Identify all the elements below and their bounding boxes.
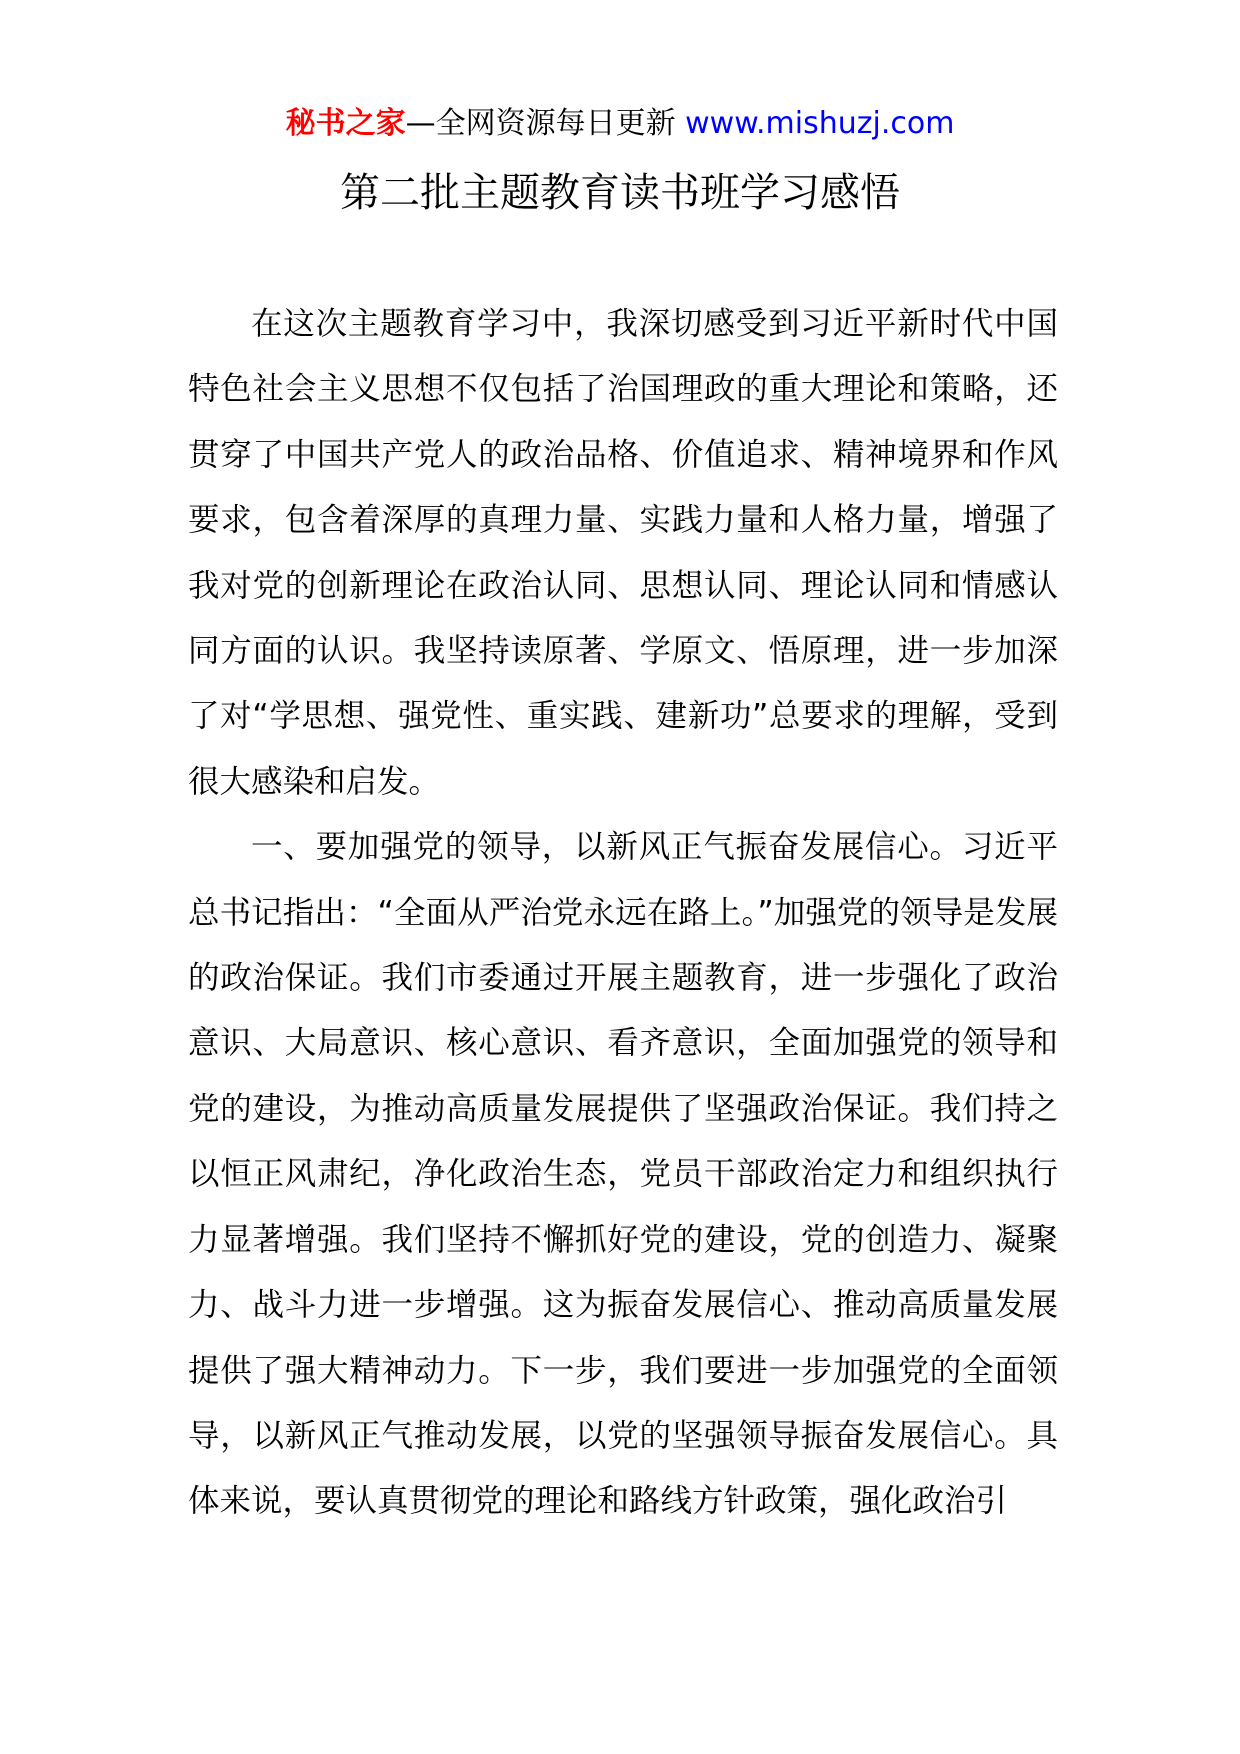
section-heading: 一、要加强党的领导，以新风正气振奋发展信心。 (251, 829, 962, 866)
site-brand: 秘书之家 (285, 106, 406, 141)
site-banner (0, 102, 1240, 146)
paragraph-text: 习近平总书记指出：“全面从严治党永远在路上。”加强党的领导是发展的政治保证。我们市委通过开展主题教育，进一步强化了政治意识、大局意识、核心意识、看齐意识，全面加强党的领导和党的建设，为推动高质量发展提供了坚强政治保证。我们持之以恒正风肃纪，净化政治生态，党员干部政治定力和组织执行力显著增强。我们坚持不懈抓好党的建设，党的创造力、凝聚力、战斗力进一步增强。这为振奋发展信心、推动高质量发展提供了强大精神动力。下一步，我们要进一步加强党的全面领导，以新风正气推动发展，以党的坚强领导振奋发展信心。具体来说，要认真贯彻党的理论和路线方针政策，强化政治引 (188, 829, 1058, 1520)
paragraph-text: 在这次主题教育学习中，我深切感受到习近平新时代中国特色社会主义思想不仅包括了治国理政的重大理论和策略，还贯穿了中国共产党人的政治品格、价值追求、精神境界和作风要求，包含着深厚的真理力量、实践力量和人格力量，增强了我对党的创新理论在政治认同、思想认同、理论认同和情感认同方面的认识。我坚持读原著、学原文、悟原理，进一步加深了对“学思想、强党性、重实践、建新功”总要求的理解，受到很大感染和启发。 (188, 306, 1058, 800)
site-url-link[interactable]: www.mishuzj.com (685, 106, 955, 141)
paragraph-section-1 (188, 815, 1058, 1534)
document-title: 第二批主题教育读书班学习感悟 (340, 170, 900, 216)
site-slogan: —全网资源每日更新 (405, 106, 686, 141)
paragraph-intro (188, 292, 1058, 815)
document-body (188, 292, 1058, 1535)
